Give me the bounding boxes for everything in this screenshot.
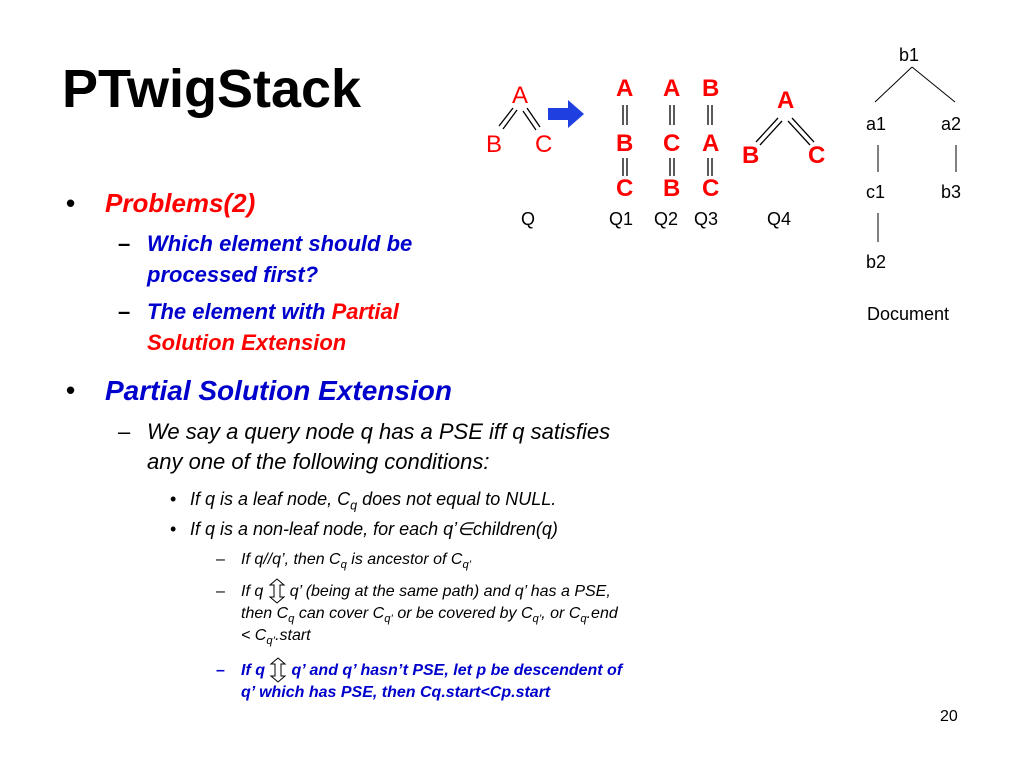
sub3-line2: q’ which has PSE, then Cq.start<Cp.start bbox=[241, 684, 551, 701]
q-edge-ab bbox=[499, 108, 513, 126]
text: If q bbox=[241, 583, 264, 600]
bullet-marker: • bbox=[170, 489, 177, 509]
subscript: q bbox=[340, 559, 347, 572]
q2-node-bot: B bbox=[663, 175, 681, 202]
text: , or C bbox=[541, 605, 581, 622]
q4-label: Q4 bbox=[767, 209, 792, 229]
q2-node-mid: C bbox=[663, 130, 681, 157]
q-node-a: A bbox=[512, 82, 529, 109]
subscript: q bbox=[350, 498, 358, 513]
q4-node-top: A bbox=[777, 87, 795, 114]
doc-node-a1: a1 bbox=[866, 114, 887, 134]
q-label: Q bbox=[521, 209, 536, 229]
q1-node-top: A bbox=[616, 75, 634, 102]
pse-def-line2: any one of the following conditions: bbox=[147, 449, 490, 474]
problem-item-2-line2: Solution Extension bbox=[147, 330, 347, 355]
q2-label: Q2 bbox=[654, 209, 679, 229]
q3-label: Q3 bbox=[694, 209, 719, 229]
dash: – bbox=[118, 231, 131, 256]
text: If q bbox=[241, 662, 265, 679]
q-edge-ac bbox=[527, 108, 540, 127]
cond2-text: If q is a non-leaf node, for each q’∈children(q) bbox=[190, 519, 558, 539]
dash: – bbox=[216, 583, 225, 600]
text: If q//q’, then C bbox=[241, 551, 341, 568]
text: q’ and q’ hasn’t PSE, let p be descendent of bbox=[291, 662, 623, 679]
cond1-text: If q is a leaf node, C bbox=[190, 489, 351, 509]
document-caption: Document bbox=[867, 304, 950, 324]
cond1-text-end: does not equal to NULL. bbox=[357, 489, 557, 509]
transform-arrow-icon bbox=[548, 100, 584, 128]
highlight: Partial bbox=[331, 299, 399, 324]
doc-node-a2: a2 bbox=[941, 114, 962, 134]
problem-item-1-line1: Which element should be bbox=[147, 231, 413, 256]
q1-label: Q1 bbox=[609, 209, 634, 229]
text: or be covered by C bbox=[392, 605, 533, 622]
doc-node-b3: b3 bbox=[941, 182, 962, 202]
q1-node-bot: C bbox=[616, 175, 634, 202]
text: .start bbox=[275, 627, 311, 644]
q3-node-top: B bbox=[702, 75, 720, 102]
doc-node-b1: b1 bbox=[899, 45, 920, 65]
problem-item-1-line2: processed first? bbox=[147, 262, 319, 287]
subscript: q’ bbox=[266, 635, 276, 648]
subscript: q’ bbox=[532, 613, 542, 626]
q4-node-left: B bbox=[742, 142, 760, 169]
pse-def-line1: We say a query node q has a PSE iff q satisfies bbox=[147, 419, 611, 444]
q3-node-bot: C bbox=[702, 175, 720, 202]
text: q’ (being at the same path) and q’ has a PSE, bbox=[289, 583, 611, 600]
doc-node-c1: c1 bbox=[866, 182, 886, 202]
slide-title: PTwigStack bbox=[62, 59, 362, 119]
subscript: q’ bbox=[462, 559, 472, 572]
text: The element with bbox=[147, 299, 332, 324]
dash: – bbox=[216, 551, 225, 568]
q4-node-right: C bbox=[808, 142, 826, 169]
page-number: 20 bbox=[940, 708, 958, 725]
q-node-c: C bbox=[535, 131, 553, 158]
bullet-marker: • bbox=[66, 375, 76, 405]
q3-node-mid: A bbox=[702, 130, 720, 157]
subscript: q bbox=[288, 613, 295, 626]
pse-heading: Partial Solution Extension bbox=[105, 375, 452, 406]
text: .end bbox=[586, 605, 618, 622]
text: < C bbox=[241, 627, 267, 644]
dash: – bbox=[118, 419, 131, 444]
doc-node-b2: b2 bbox=[866, 252, 887, 272]
text: can cover C bbox=[294, 605, 385, 622]
problems-heading: Problems(2) bbox=[105, 188, 256, 218]
dash: – bbox=[118, 299, 131, 324]
bullet-marker: • bbox=[66, 188, 76, 218]
q-node-b: B bbox=[486, 131, 503, 158]
text: is ancestor of C bbox=[346, 551, 463, 568]
subscript: q’ bbox=[384, 613, 393, 626]
q1-node-mid: B bbox=[616, 130, 634, 157]
subscript: q bbox=[580, 613, 587, 626]
bullet-marker: • bbox=[170, 519, 177, 539]
text: then C bbox=[241, 605, 289, 622]
document-tree-edges bbox=[875, 67, 956, 242]
q2-node-top: A bbox=[663, 75, 681, 102]
dash: – bbox=[216, 662, 225, 679]
